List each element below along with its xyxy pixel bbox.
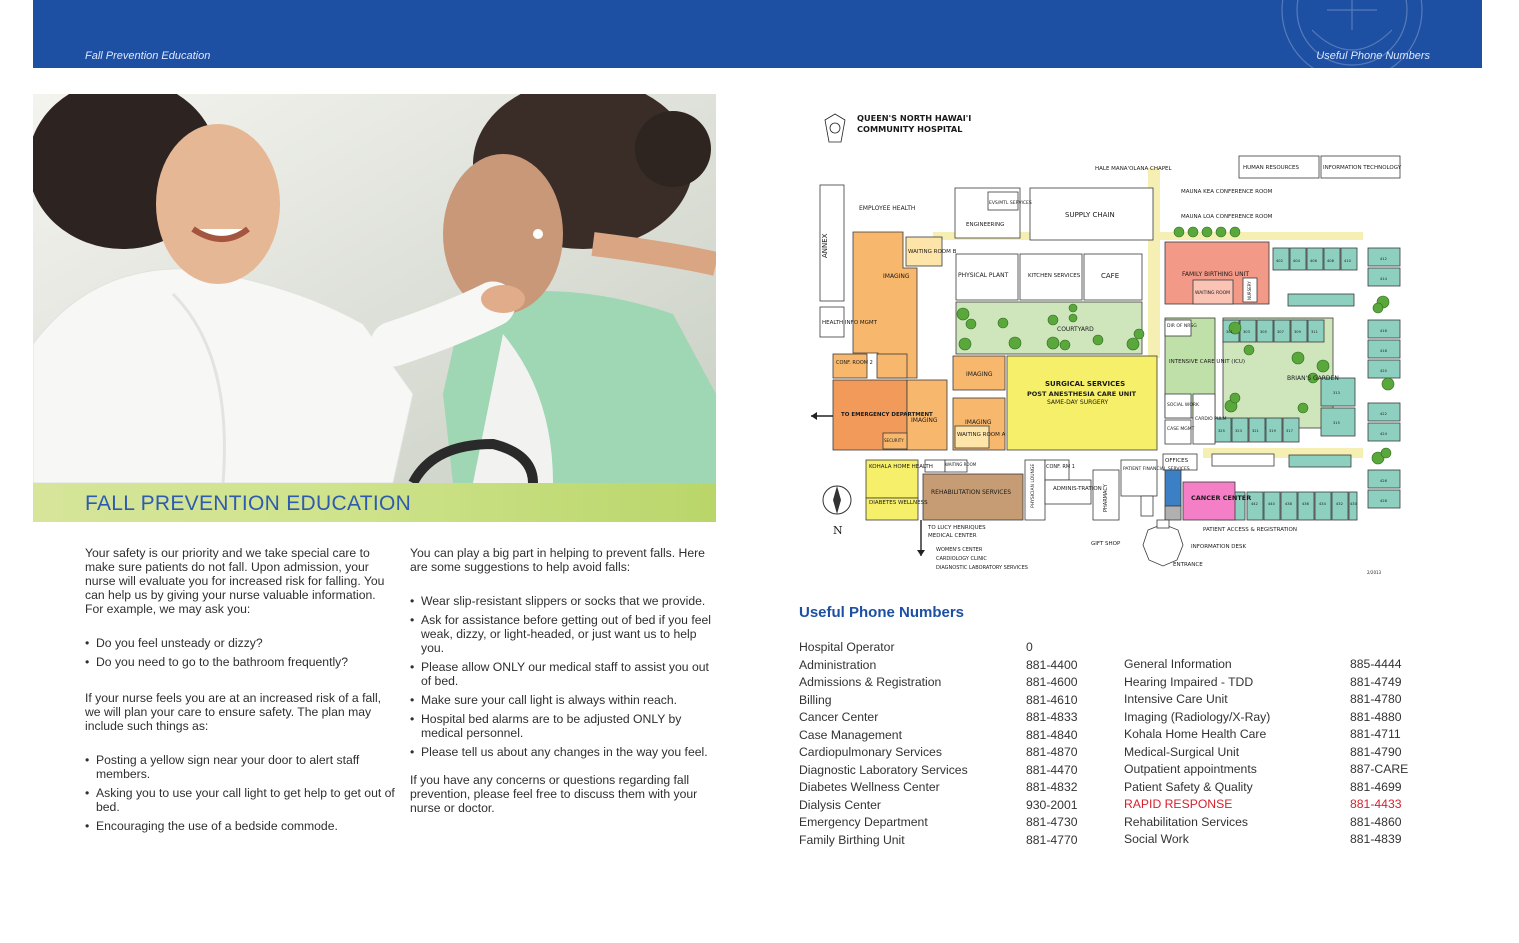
phone-name: Kohala Home Health Care: [1124, 727, 1267, 741]
map-label-cardiology: CARDIOLOGY CLINIC: [936, 556, 987, 562]
hospital-floor-map: [803, 108, 1409, 580]
phone-number: 881-4730: [1026, 815, 1078, 829]
map-label-patient-access: PATIENT ACCESS & REGISTRATION: [1203, 527, 1297, 533]
phone-number: 881-4839: [1350, 832, 1402, 846]
map-room-number: 432: [1336, 502, 1343, 506]
phone-row: [1124, 727, 1424, 745]
phone-row: [1124, 815, 1424, 833]
map-room-number: 426: [1380, 479, 1387, 483]
map-label-mauna-loa: MAUNA LOA CONFERENCE ROOM: [1181, 214, 1273, 220]
phone-name: Admissions & Registration: [799, 675, 942, 689]
phone-number: 881-4860: [1350, 814, 1402, 829]
map-label-hale: HALE MANA'OLANA CHAPEL: [1095, 166, 1172, 172]
phone-row: [799, 780, 1099, 798]
map-label-cardio-pulm: CARDIO PULM: [1195, 417, 1227, 422]
map-room-number: 438: [1285, 502, 1292, 506]
map-room-number: 307: [1277, 330, 1284, 334]
phone-number: 881-4600: [1026, 675, 1078, 689]
phone-name: Diabetes Wellness Center: [799, 780, 940, 794]
map-label-administration: ADMINIS-TRATION: [1053, 486, 1102, 492]
header-left-label: Fall Prevention Education: [85, 50, 211, 62]
phone-number: 881-4840: [1026, 727, 1078, 742]
section-title-bar: [33, 483, 716, 522]
phone-name: Billing: [799, 692, 832, 707]
map-label-annex: ANNEX: [821, 233, 829, 258]
map-label-dir-nrsg: DIR OF NRSG: [1167, 324, 1197, 329]
map-date: 2/2013: [1367, 570, 1382, 575]
phone-name: Cardiopulmonary Services: [799, 745, 942, 759]
map-label-it: INFORMATION TECHNOLOGY: [1323, 165, 1402, 171]
map-label-patient-financial: PATIENT FINANCIAL SERVICES: [1123, 467, 1190, 472]
map-room-number: 422: [1380, 412, 1387, 416]
plan-list: [85, 753, 397, 833]
list-item: • Asking you to use your call light to get help to get out of bed.: [85, 786, 397, 814]
map-room-number: 414: [1380, 277, 1387, 281]
phone-row: [799, 833, 1099, 851]
phone-number: 881-4433: [1350, 797, 1402, 811]
map-room-number: 313: [1333, 391, 1340, 395]
phone-number: 881-4749: [1350, 674, 1402, 689]
phone-name: Dialysis Center: [799, 797, 881, 812]
map-label-nursery: NURSERY: [1247, 281, 1252, 300]
map-label-imaging-2: IMAGING: [966, 371, 993, 378]
list-item: • Ask for assistance before getting out of bed if you feel weak, dizzy, or light-headed, or just want us to help you.: [410, 613, 718, 655]
map-room-number: 424: [1380, 432, 1387, 436]
phone-name: Outpatient appointments: [1124, 762, 1257, 776]
map-label-employee-health: EMPLOYEE HEALTH: [859, 205, 916, 212]
map-label-physical-plant: PHYSICAL PLANT: [958, 272, 1009, 279]
map-label-rehab: REHABILITATION SERVICES: [931, 489, 1012, 496]
phone-number: 881-4770: [1026, 832, 1078, 847]
phone-row: [799, 710, 1099, 728]
phone-number: 881-4790: [1350, 744, 1402, 759]
phone-list-right: [1124, 657, 1424, 850]
map-room-number: 434: [1319, 502, 1326, 506]
phone-number: 881-4470: [1026, 762, 1078, 777]
list-item: • Posting a yellow sign near your door to alert staff members.: [85, 753, 397, 781]
map-label-physician-lounge: PHYSICIAN LOUNGE: [1031, 463, 1036, 508]
map-label-kohala: KOHALA HOME HEALTH: [869, 464, 933, 470]
phone-row: [1124, 745, 1424, 763]
map-label-cafe: CAFE: [1101, 272, 1120, 280]
phone-row: [1124, 832, 1424, 850]
map-label-diag-lab: DIAGNOSTIC LABORATORY SERVICES: [936, 565, 1028, 571]
list-item: • Make sure your call light is always within reach.: [410, 693, 718, 707]
map-label-brians-garden: BRIAN'S GARDEN: [1287, 375, 1339, 382]
phone-name: Emergency Department: [799, 815, 928, 829]
list-item: • Do you feel unsteady or dizzy?: [85, 636, 397, 650]
phones-title: Useful Phone Numbers: [799, 604, 965, 621]
map-label-hr: HUMAN RESOURCES: [1243, 165, 1300, 171]
phone-row: [1124, 762, 1424, 780]
map-label-cancer-center: CANCER CENTER: [1191, 494, 1252, 502]
map-hospital-name-1: QUEEN'S NORTH HAWAI'I: [857, 113, 972, 123]
map-room-number: 420: [1380, 369, 1387, 373]
map-room-number: 311: [1311, 330, 1318, 334]
phone-number: 881-4699: [1350, 779, 1402, 794]
phone-number: 881-4870: [1026, 745, 1078, 759]
phone-row: [799, 693, 1099, 711]
phone-name: Intensive Care Unit: [1124, 692, 1228, 706]
map-room-number: 430: [1350, 502, 1357, 506]
phone-name: Hospital Operator: [799, 640, 895, 654]
map-label-imaging-3: IMAGING: [911, 417, 938, 424]
phone-number: 881-4780: [1350, 692, 1402, 706]
map-label-evs: EVS/MTL SERVICES: [989, 201, 1032, 206]
phone-row: [1124, 780, 1424, 798]
map-label-icu: INTENSIVE CARE UNIT (ICU): [1169, 359, 1246, 365]
phone-row-rapid-response: [1124, 797, 1424, 815]
map-label-mauna-kea: MAUNA KEA CONFERENCE ROOM: [1181, 189, 1273, 195]
intro-paragraph: Your safety is our priority and we take special care to make sure patients do not fall. Upon admission, your nurse will evaluate you for increased risk for falling. You can help us by giving your nurse valuable information. For example, we may ask you:: [85, 546, 385, 616]
phone-name: Medical-Surgical Unit: [1124, 744, 1240, 759]
section-title: FALL PREVENTION EDUCATION: [85, 492, 412, 515]
list-item: • Wear slip-resistant slippers or socks that we provide.: [410, 594, 718, 608]
map-label-same-day: SAME-DAY SURGERY: [1047, 399, 1109, 406]
phone-number: 887-CARE: [1350, 762, 1409, 776]
map-label-waiting-a: WAITING ROOM A: [957, 432, 1006, 438]
map-label-courtyard: COURTYARD: [1057, 326, 1094, 333]
map-room-number: 412: [1380, 257, 1387, 261]
list-item: • Hospital bed alarms are to be adjusted ONLY by medical personnel.: [410, 712, 718, 740]
map-hospital-name-2: COMMUNITY HOSPITAL: [857, 124, 963, 134]
map-room-number: 303: [1243, 330, 1250, 334]
list-item: • Please tell us about any changes in the way you feel.: [410, 745, 718, 759]
header-right-label: Useful Phone Numbers: [1316, 50, 1430, 62]
north-compass-icon: [823, 486, 851, 514]
map-room-number: 301: [1226, 330, 1233, 334]
map-room-number: 404: [1293, 259, 1300, 263]
phone-number: 930-2001: [1026, 797, 1078, 812]
map-room-number: 309: [1294, 330, 1301, 334]
phone-row: [799, 763, 1099, 781]
phone-row: [1124, 692, 1424, 710]
phone-number: 881-4400: [1026, 657, 1078, 672]
map-label-pacu: POST ANESTHESIA CARE UNIT: [1027, 390, 1137, 398]
question-list: [85, 636, 397, 669]
phone-number: 881-4833: [1026, 710, 1078, 724]
tips-intro: You can play a big part in helping to prevent falls. Here are some suggestions to help avoid falls:: [410, 546, 705, 574]
map-room-number: 418: [1380, 349, 1387, 353]
map-label-surgical: SURGICAL SERVICES: [1045, 380, 1126, 388]
map-room-number: 416: [1380, 329, 1387, 333]
map-label-diabetes: DIABETES WELLNESS: [869, 500, 928, 506]
phone-row: [1124, 675, 1424, 693]
intro-column: [85, 546, 397, 838]
map-room-number: 319: [1269, 429, 1276, 433]
nurse-patient-photo: [33, 94, 716, 483]
phone-row: [799, 798, 1099, 816]
map-label-case-mgmt: CASE MGMT: [1167, 427, 1195, 432]
list-item: • Please allow ONLY our medical staff to assist you out of bed.: [410, 660, 718, 688]
map-room-number: 408: [1327, 259, 1334, 263]
plan-paragraph: If your nurse feels you are at an increased risk of a fall, we will plan your care to ensure safety. The plan may include such things as:: [85, 691, 382, 733]
map-room-number: 410: [1344, 259, 1351, 263]
phone-number: 881-4711: [1350, 727, 1401, 741]
map-label-pharmacy: PHARMACY: [1103, 484, 1109, 512]
map-room-number: 442: [1251, 502, 1258, 506]
phone-name: Imaging (Radiology/X-Ray): [1124, 709, 1271, 724]
map-room-number: 321: [1252, 429, 1259, 433]
map-label-family-birthing: FAMILY BIRTHING UNIT: [1182, 271, 1249, 278]
map-room-number: 436: [1302, 502, 1309, 506]
list-item: • Encouraging the use of a bedside commode.: [85, 819, 397, 833]
phone-name: Social Work: [1124, 832, 1189, 846]
phone-name: Family Birthing Unit: [799, 832, 905, 847]
list-item: • Do you need to go to the bathroom frequently?: [85, 655, 397, 669]
map-room-number: 325: [1218, 429, 1225, 433]
map-label-imaging: IMAGING: [883, 273, 910, 280]
map-room-number: 428: [1380, 499, 1387, 503]
phone-name: Patient Safety & Quality: [1124, 779, 1253, 794]
closing-paragraph: If you have any concerns or questions regarding fall prevention, please feel free to discuss them with your nurse or doctor.: [410, 773, 698, 815]
phone-name: Hearing Impaired - TDD: [1124, 674, 1254, 689]
phone-row: [799, 745, 1099, 763]
map-room-number: 317: [1286, 429, 1293, 433]
map-label-supply-chain: SUPPLY CHAIN: [1065, 211, 1115, 219]
map-label-engineering: ENGINEERING: [966, 222, 1005, 228]
phone-row: [799, 658, 1099, 676]
map-label-imaging-4: IMAGING: [965, 419, 992, 426]
map-label-waiting-room-2: WAITING ROOM: [945, 462, 977, 467]
phone-row: [799, 675, 1099, 693]
phone-row: [1124, 710, 1424, 728]
phone-row: [1124, 657, 1424, 675]
map-room-number: 305: [1260, 330, 1267, 334]
map-label-waiting-b: WAITING ROOM B: [908, 249, 957, 255]
map-room-number: 323: [1235, 429, 1242, 433]
tips-list: [410, 594, 718, 759]
header-bar: [33, 0, 1482, 68]
phone-number: 885-4444: [1350, 657, 1402, 671]
phone-number: 881-4880: [1350, 709, 1402, 724]
phone-name: Diagnostic Laboratory Services: [799, 762, 968, 777]
map-label-health-info: HEALTH INFO MGMT: [822, 320, 878, 326]
phone-row: [799, 815, 1099, 833]
map-label-conf-rm-1: CONF. RM 1: [1046, 464, 1075, 470]
map-label-social-work: SOCIAL WORK: [1167, 403, 1199, 408]
phone-row: [799, 640, 1099, 658]
phone-name: General Information: [1124, 657, 1232, 671]
map-label-north: N: [833, 524, 843, 537]
map-label-lucy-2: MEDICAL CENTER: [928, 533, 977, 539]
map-label-entrance: ENTRANCE: [1173, 562, 1203, 568]
map-label-emergency: TO EMERGENCY DEPARTMENT: [841, 412, 933, 418]
phone-name: Rehabilitation Services: [1124, 814, 1248, 829]
phone-row: [799, 728, 1099, 746]
map-label-lucy-1: TO LUCY HENRIQUES: [928, 525, 986, 531]
phone-name: Administration: [799, 657, 877, 672]
phone-number: 881-4832: [1026, 780, 1078, 794]
phone-number: 0: [1026, 640, 1033, 654]
phone-number: 881-4610: [1026, 692, 1078, 707]
map-room-number: 402: [1276, 259, 1283, 263]
map-label-information-desk: INFORMATION DESK: [1191, 544, 1247, 550]
phone-name: Cancer Center: [799, 710, 879, 724]
phone-list-left: [799, 640, 1099, 850]
map-label-conf-room-2: CONF. ROOM 2: [836, 360, 873, 366]
map-label-offices: OFFICES: [1165, 458, 1189, 464]
map-label-kitchen: KITCHEN SERVICES: [1028, 273, 1081, 279]
tips-column: [410, 546, 718, 815]
map-label-security: SECURITY: [884, 438, 904, 443]
phone-name: Case Management: [799, 727, 902, 742]
map-room-number: 440: [1268, 502, 1275, 506]
map-label-waiting-room: WAITING ROOM: [1195, 291, 1231, 296]
map-room-number: 315: [1333, 421, 1340, 425]
map-label-womens-center: WOMEN'S CENTER: [936, 547, 983, 553]
map-room-number: 406: [1310, 259, 1317, 263]
map-label-gift-shop: GIFT SHOP: [1091, 541, 1121, 547]
phone-name: RAPID RESPONSE: [1124, 797, 1233, 811]
